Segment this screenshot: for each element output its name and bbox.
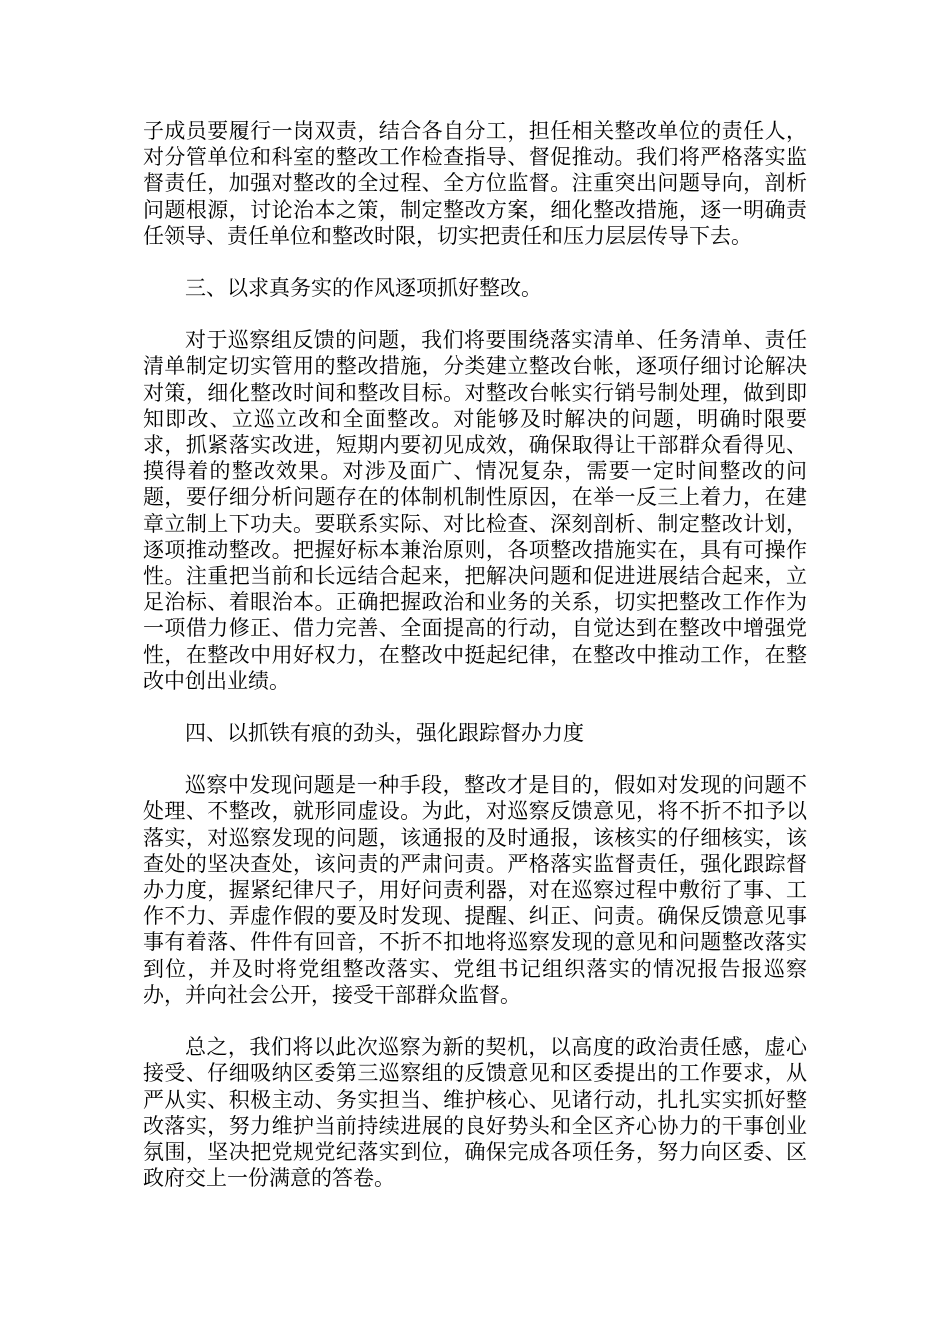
paragraph-spacer [143, 694, 807, 720]
document-body [143, 118, 807, 1191]
paragraph-spacer [143, 746, 807, 772]
section-heading-4: 四、以抓铁有痕的劲头，强化跟踪督办力度 [185, 721, 584, 746]
paragraph-spacer [143, 249, 807, 275]
section-heading-3: 三、以求真务实的作风逐项抓好整改。 [185, 276, 542, 301]
paragraph-continued: 子成员要履行一岗双责，结合各自分工，担任相关整改单位的责任人，对分管单位和科室的整改工作检查指导、督促推动。我们将严格落实监督责任，加强对整改的全过程、全方位监督。注重突出问题导向，剖析问题根源，讨论治本之策，制定整改方案，细化整改措施，逐一明确责任领导、责任单位和整改时限，切实把责任和压力层层传导下去。 [143, 119, 807, 248]
paragraph-section-4: 巡察中发现问题是一种手段，整改才是目的，假如对发现的问题不处理、不整改，就形同虚设。为此，对巡察反馈意见，将不折不扣予以落实，对巡察发现的问题，该通报的及时通报，该核实的仔细核实，该查处的坚决查处，该问责的严肃问责。严格落实监督责任，强化跟踪督办力度，握紧纪律尺子，用好问责利器，对在巡察过程中敷衍了事、工作不力、弄虚作假的要及时发现、提醒、纠正、问责。确保反馈意见事事有着落、件件有回音，不折不扣地将巡察发现的意见和问题整改落实到位，并及时将党组整改落实、党组书记组织落实的情况报告报巡察办，并向社会公开，接受干部群众监督。 [143, 773, 807, 1007]
paragraph-conclusion: 总之，我们将以此次巡察为新的契机，以高度的政治责任感，虚心接受、仔细吸纳区委第三巡察组的反馈意见和区委提出的工作要求，从严从实、积极主动、务实担当、维护核心、见诸行动，扎扎实实抓好整改落实，努力维护当前持续进展的良好势头和全区齐心协力的干事创业氛围，坚决把党规党纪落实到位，确保完成各项任务，努力向区委、区政府交上一份满意的答卷。 [143, 1035, 807, 1191]
paragraph-section-3: 对于巡察组反馈的问题，我们将要围绕落实清单、任务清单、责任清单制定切实管用的整改措施，分类建立整改台帐，逐项仔细讨论解决对策，细化整改时间和整改目标。对整改台帐实行销号制处理，做到即知即改、立巡立改和全面整改。对能够及时解决的问题，明确时限要求，抓紧落实改进，短期内要初见成效，确保取得让干部群众看得见、摸得着的整改效果。对涉及面广、情况复杂，需要一定时间整改的问题，要仔细分析问题存在的体制机制性原因，在举一反三上着力，在建章立制上下功夫。要联系实际、对比检查、深刻剖析、制定整改计划，逐项推动整改。把握好标本兼治原则，各项整改措施实在，具有可操作性。注重把当前和长远结合起来，把解决问题和促进进展结合起来，立足治标、着眼治本。正确把握政治和业务的关系，切实把整改工作作为一项借力修正、借力完善、全面提高的行动，自觉达到在整改中增强党性，在整改中用好权力，在整改中挺起纪律，在整改中推动工作，在整改中创出业绩。 [143, 328, 807, 693]
paragraph-spacer [143, 1008, 807, 1034]
paragraph-spacer [143, 301, 807, 327]
